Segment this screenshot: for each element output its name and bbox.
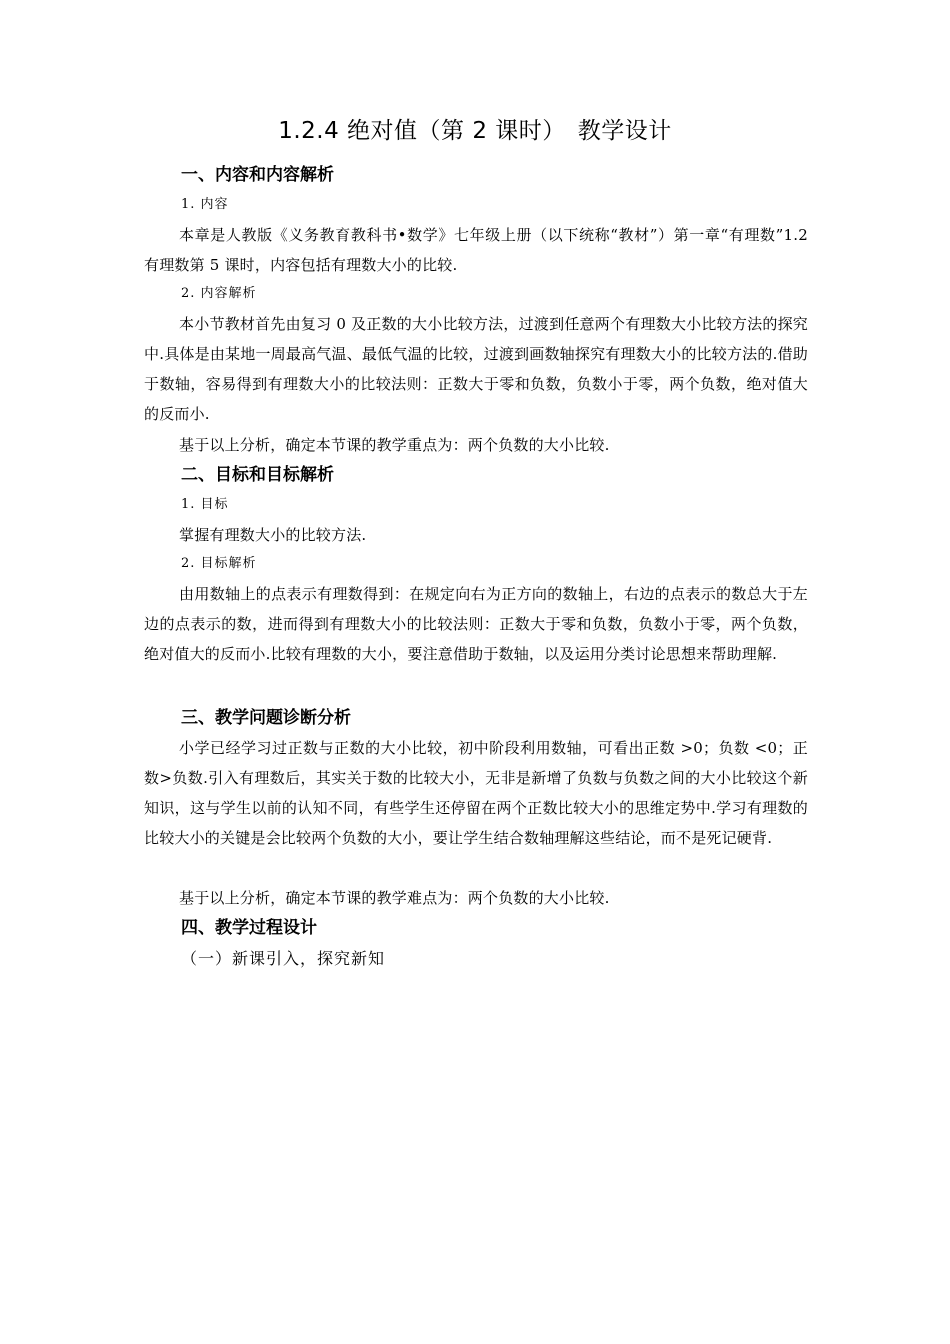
subheading-goals: 1. 目标 [181,497,229,512]
paragraph-diagnosis: 小学已经学习过正数与正数的大小比较，初中阶段利用数轴，可看出正数 >0；负数 <0；正数>负数.引入有理数后，其实关于数的比较大小，无非是新增了负数与负数之间的大小比较这个新知识，这与学生以前的认知不同，有些学生还停留在两个正数比较大小的思维定势中.学习有理数的比较大小的关键是会比较两个负数的大小，要让学生结合数轴理解这些结论，而不是死记硬背. [144,739,808,847]
section-heading-process: 四、教学过程设计 [181,918,317,938]
subheading-process-intro: （一）新课引入，探究新知 [181,949,386,968]
subheading-content: 1. 内容 [181,197,229,212]
paragraph-key-point: 基于以上分析，确定本节课的教学重点为：两个负数的大小比较. [179,436,610,454]
section-heading-diagnosis: 三、教学问题诊断分析 [181,708,351,728]
paragraph-difficulty: 基于以上分析，确定本节课的教学难点为：两个负数的大小比较. [179,889,610,907]
paragraph-content-analysis: 本小节教材首先由复习 0 及正数的大小比较方法，过渡到任意两个有理数大小比较方法的探究中.具体是由某地一周最高气温、最低气温的比较，过渡到画数轴探究有理数大小的比较方法的.借助于数轴，容易得到有理数大小的比较法则：正数大于零和负数，负数小于零，两个负数，绝对值大的反而小. [144,315,808,423]
section-heading-content: 一、内容和内容解析 [181,165,334,185]
paragraph-goals-analysis: 由用数轴上的点表示有理数得到：在规定向右为正方向的数轴上，右边的点表示的数总大于左边的点表示的数，进而得到有理数大小的比较法则：正数大于零和负数，负数小于零，两个负数，绝对值大的反而小.比较有理数的大小，要注意借助于数轴，以及运用分类讨论思想来帮助理解. [144,585,808,663]
subheading-content-analysis: 2. 内容解析 [181,286,257,301]
document-title: 1.2.4 绝对值（第 2 课时） 教学设计 [278,118,672,144]
paragraph-goals: 掌握有理数大小的比较方法. [179,526,367,544]
paragraph-content: 本章是人教版《义务教育教科书•数学》七年级上册（以下统称“教材”）第一章“有理数”1.2 有理数第 5 课时，内容包括有理数大小的比较. [144,226,808,274]
section-heading-goals: 二、目标和目标解析 [181,465,334,485]
subheading-goals-analysis: 2. 目标解析 [181,556,257,571]
